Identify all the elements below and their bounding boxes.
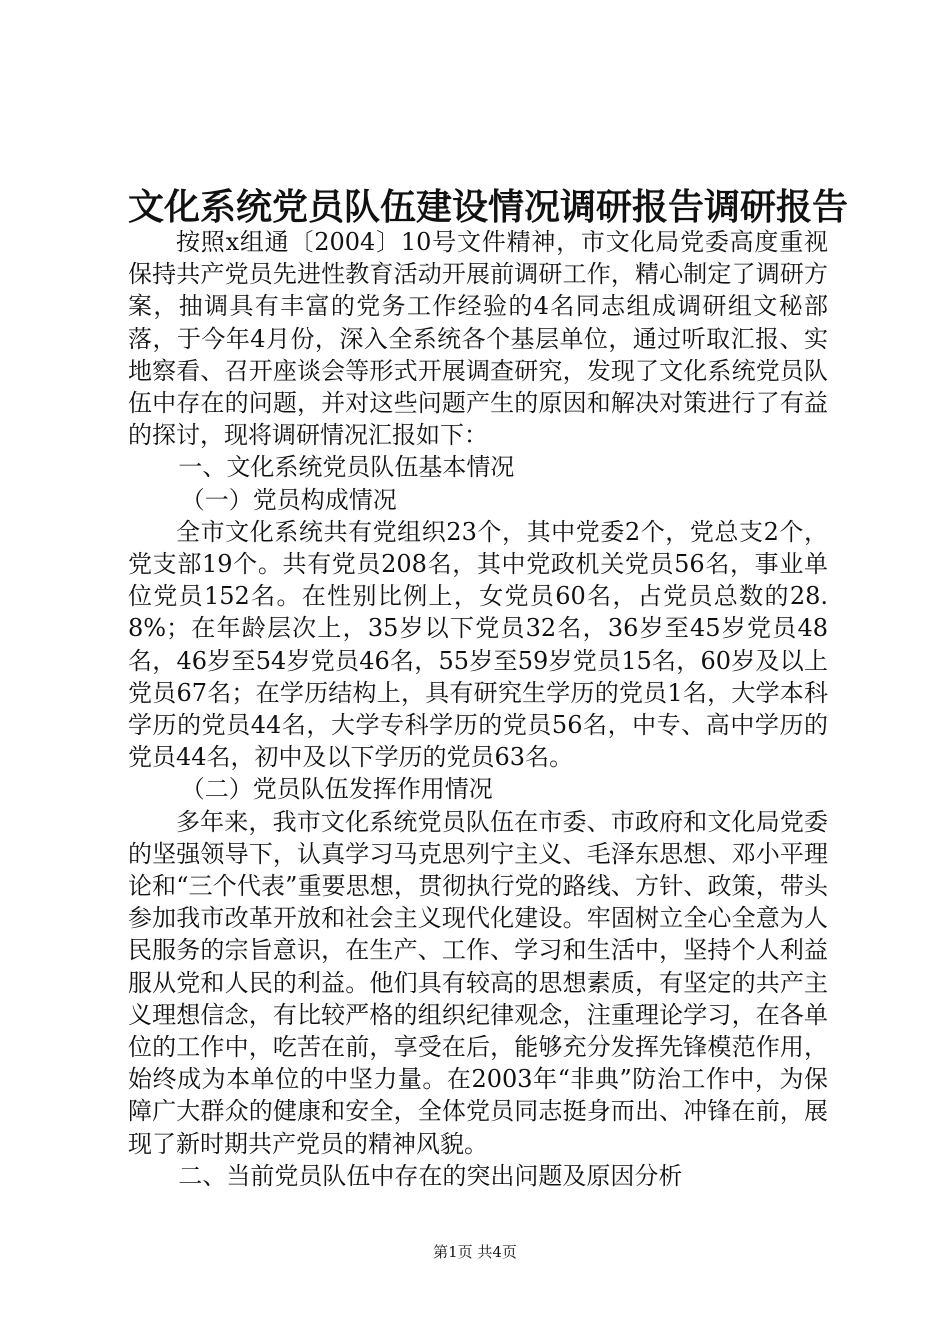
page-footer: 第1页 共4页 <box>433 1243 517 1261</box>
intro-paragraph: 按照x组通〔2004〕10号文件精神，市文化局党委高度重视保持共产党员先进性教育活动开展前调研工作，精心制定了调研方案，抽调具有丰富的党务工作经验的4名同志组成调研组文秘部落，于今年4月份，深入全系统各个基层单位，通过听取汇报、实地察看、召开座谈会等形式开展调查研究，发现了文化系统党员队伍中存在的问题，并对这些问题产生的原因和解决对策进行了有益的探讨，现将调研情况汇报如下： <box>128 228 828 450</box>
document-body <box>128 226 828 1192</box>
membership-paragraph: 全市文化系统共有党组织23个，其中党委2个，党总支2个，党支部19个。共有党员208名，其中党政机关党员56名，事业单位党员152名。在性别比例上，女党员60名，占党员总数的28.8%；在年龄层次上，35岁以下党员32名，36岁至45岁党员48名，46岁至54岁党员46名，55岁至59岁党员15名，60岁及以上党员67名；在学历结构上，具有研究生学历的党员1名，大学本科学历的党员44名，大学专科学历的党员56名，中专、高中学历的党员44名，初中及以下学历的党员63名。 <box>128 517 828 772</box>
section-heading-1: 一、文化系统党员队伍基本情况 <box>178 453 515 482</box>
section-heading-2: 二、当前党员队伍中存在的突出问题及原因分析 <box>178 1161 683 1190</box>
subsection-heading-1: （一）党员构成情况 <box>180 485 397 514</box>
subsection-heading-2: （二）党员队伍发挥作用情况 <box>180 775 493 804</box>
document-title: 文化系统党员队伍建设情况调研报告调研报告 <box>128 186 849 228</box>
role-paragraph: 多年来，我市文化系统党员队伍在市委、市政府和文化局党委的坚强领导下，认真学习马克思列宁主义、毛泽东思想、邓小平理论和“三个代表”重要思想，贯彻执行党的路线、方针、政策，带头参加我市改革开放和社会主义现代化建设。牢固树立全心全意为人民服务的宗旨意识，在生产、工作、学习和生活中，坚持个人利益服从党和人民的利益。他们具有较高的思想素质，有坚定的共产主义理想信念，有比较严格的组织纪律观念，注重理论学习，在各单位的工作中，吃苦在前，享受在后，能够充分发挥先锋模范作用，始终成为本单位的中坚力量。在2003年“非典”防治工作中，为保障广大群众的健康和安全，全体党员同志挺身而出、冲锋在前，展现了新时期共产党员的精神风貌。 <box>128 807 828 1158</box>
